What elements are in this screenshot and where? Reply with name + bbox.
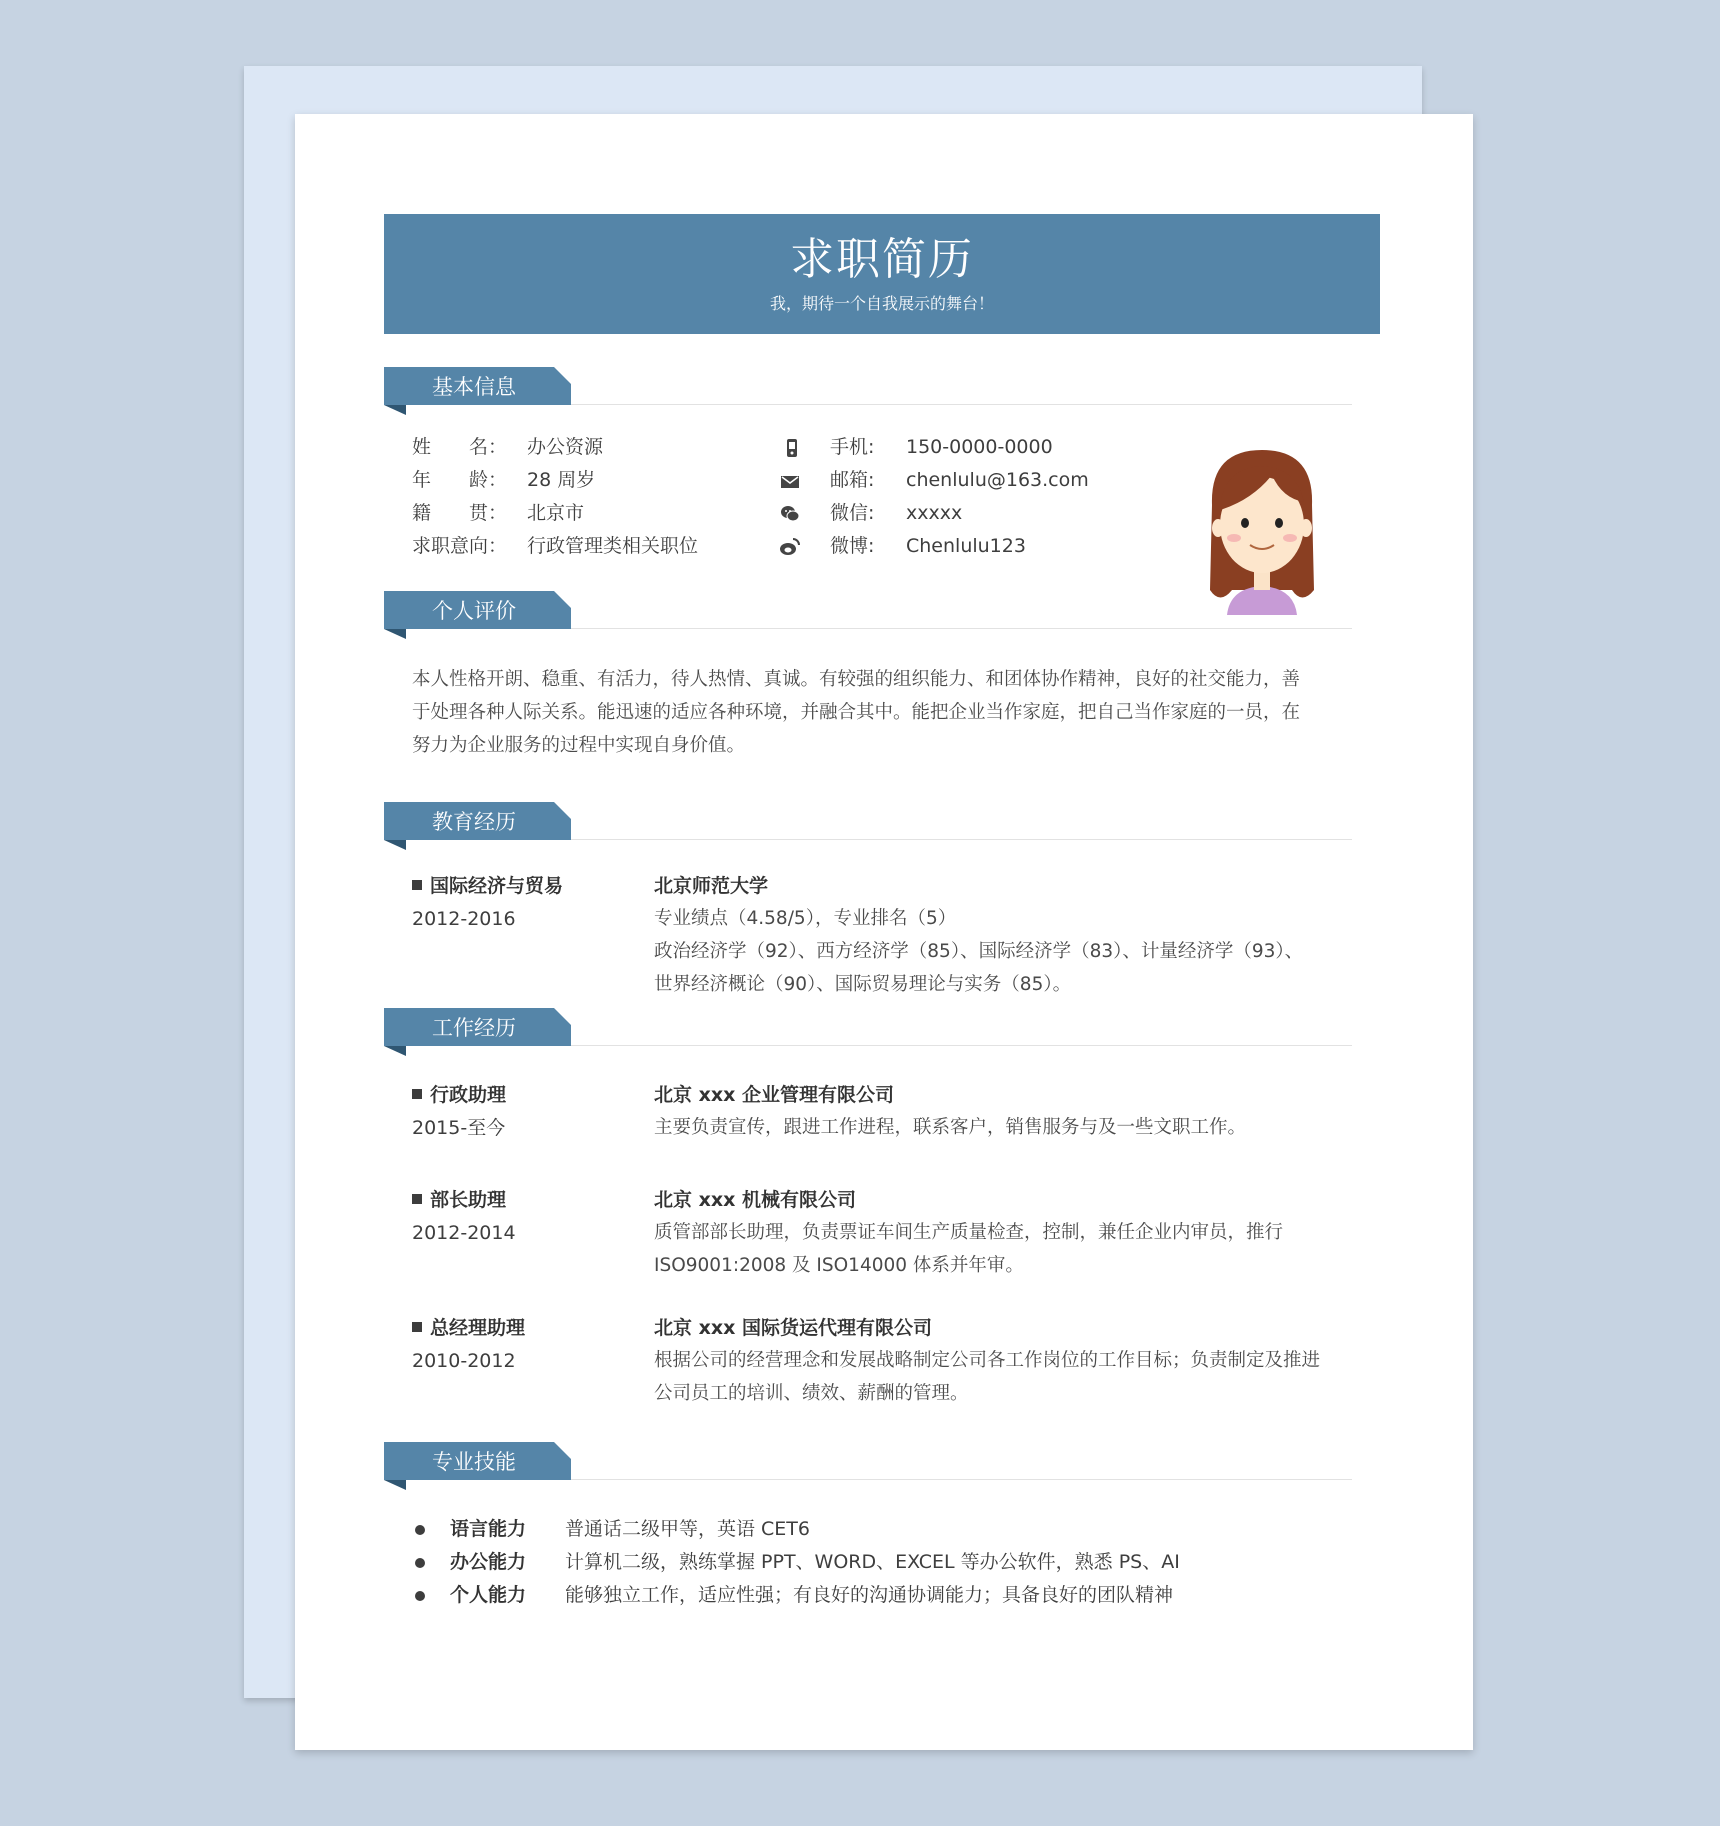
bullet-icon: [415, 1525, 425, 1535]
skill-description: 能够独立工作，适应性强；有良好的沟通协调能力；具备良好的团队精神: [565, 1584, 1174, 1606]
work-role: 行政助理: [412, 1084, 506, 1107]
info-value-hometown: 北京市: [527, 502, 585, 524]
work-description: 根据公司的经营理念和发展战略制定公司各工作岗位的工作目标；负责制定及推进 公司员工的培训、绩效、薪酬的管理。: [654, 1350, 1321, 1404]
resume-sheet: [295, 114, 1473, 1750]
bullet-icon: [415, 1591, 425, 1601]
education-major: 国际经济与贸易: [412, 875, 563, 898]
evaluation-text: 本人性格开朗、稳重、有活力，待人热情、真诚。有较强的组织能力、和团体协作精神，良好的社交能力，善 于处理各种人际关系。能迅速的适应各种环境，并融合其中。能把企业当作家庭，把自己当作家庭的一员，在 努力为企业服务的过程中实现自身价值。: [412, 669, 1301, 756]
section-tab-work: [384, 1008, 571, 1046]
wechat-icon: [779, 503, 801, 525]
title-banner: [384, 214, 1380, 334]
section-title: 工作经历: [432, 1016, 516, 1040]
work-role: 总经理助理: [412, 1317, 525, 1340]
section-tab-skills: [384, 1442, 571, 1480]
skill-description: 普通话二级甲等，英语 CET6: [565, 1518, 811, 1540]
section-tab-basic: [384, 367, 571, 405]
section-title: 基本信息: [432, 375, 516, 399]
contact-value-weibo: Chenlulu123: [906, 535, 1026, 557]
section-title: 教育经历: [432, 810, 516, 834]
phone-icon: [781, 437, 803, 459]
page-subtitle: 我，期待一个自我展示的舞台！: [769, 294, 994, 313]
work-company: 北京 xxx 国际货运代理有限公司: [654, 1317, 932, 1339]
page-title: 求职简历: [790, 234, 974, 285]
section-title: 专业技能: [432, 1450, 516, 1474]
contact-value-wechat: xxxxx: [906, 502, 963, 524]
work-company: 北京 xxx 机械有限公司: [654, 1189, 856, 1211]
work-period: 2012-2014: [412, 1222, 516, 1244]
info-value-intention: 行政管理类相关职位: [527, 535, 699, 557]
section-divider: [571, 839, 1352, 840]
avatar: [1192, 440, 1332, 620]
section-tab-evaluation: [384, 591, 571, 629]
skill-description: 计算机二级，熟练掌握 PPT、WORD、EXCEL 等办公软件，熟悉 PS、AI: [565, 1551, 1180, 1573]
contact-label-email: 邮箱:: [830, 469, 875, 491]
info-value-name: 办公资源: [527, 436, 604, 458]
section-divider: [571, 1479, 1352, 1480]
contact-value-phone: 150-0000-0000: [906, 436, 1053, 458]
info-label-intention: 求职意向：: [412, 535, 508, 557]
work-description: 主要负责宣传，跟进工作进程，联系客户，销售服务与及一些文职工作。: [654, 1117, 1247, 1138]
info-label-age: 年 龄：: [412, 469, 508, 491]
education-school: 北京师范大学: [654, 875, 769, 897]
contact-label-weibo: 微博:: [830, 535, 875, 557]
work-period: 2015-至今: [412, 1117, 506, 1139]
skill-name: 语言能力: [450, 1518, 527, 1540]
info-label-hometown: 籍 贯：: [412, 502, 508, 524]
bullet-icon: [415, 1558, 425, 1568]
section-divider: [571, 1045, 1352, 1046]
education-period: 2012-2016: [412, 908, 516, 930]
weibo-icon: [779, 536, 801, 558]
section-divider: [571, 628, 1352, 629]
work-description: 质管部部长助理，负责票证车间生产质量检查，控制，兼任企业内审员，推行 ISO9001:2008 及 ISO14000 体系并年审。: [654, 1222, 1284, 1276]
section-title: 个人评价: [432, 599, 516, 623]
contact-label-phone: 手机:: [830, 436, 875, 458]
info-value-age: 28 周岁: [527, 469, 596, 491]
mail-icon: [779, 471, 801, 493]
work-company: 北京 xxx 企业管理有限公司: [654, 1084, 894, 1106]
info-label-name: 姓 名：: [412, 436, 508, 458]
contact-label-wechat: 微信:: [830, 502, 875, 524]
section-tab-education: [384, 802, 571, 840]
contact-value-email: chenlulu@163.com: [906, 469, 1089, 491]
education-details: 专业绩点（4.58/5），专业排名（5） 政治经济学（92）、西方经济学（85）、国际经济学（83）、计量经济学（93）、 世界经济概论（90）、国际贸易理论与实务（85）。: [654, 908, 1304, 995]
section-divider: [571, 404, 1352, 405]
work-role: 部长助理: [412, 1189, 506, 1212]
skill-name: 个人能力: [450, 1584, 527, 1606]
skill-name: 办公能力: [450, 1551, 527, 1573]
work-period: 2010-2012: [412, 1350, 516, 1372]
